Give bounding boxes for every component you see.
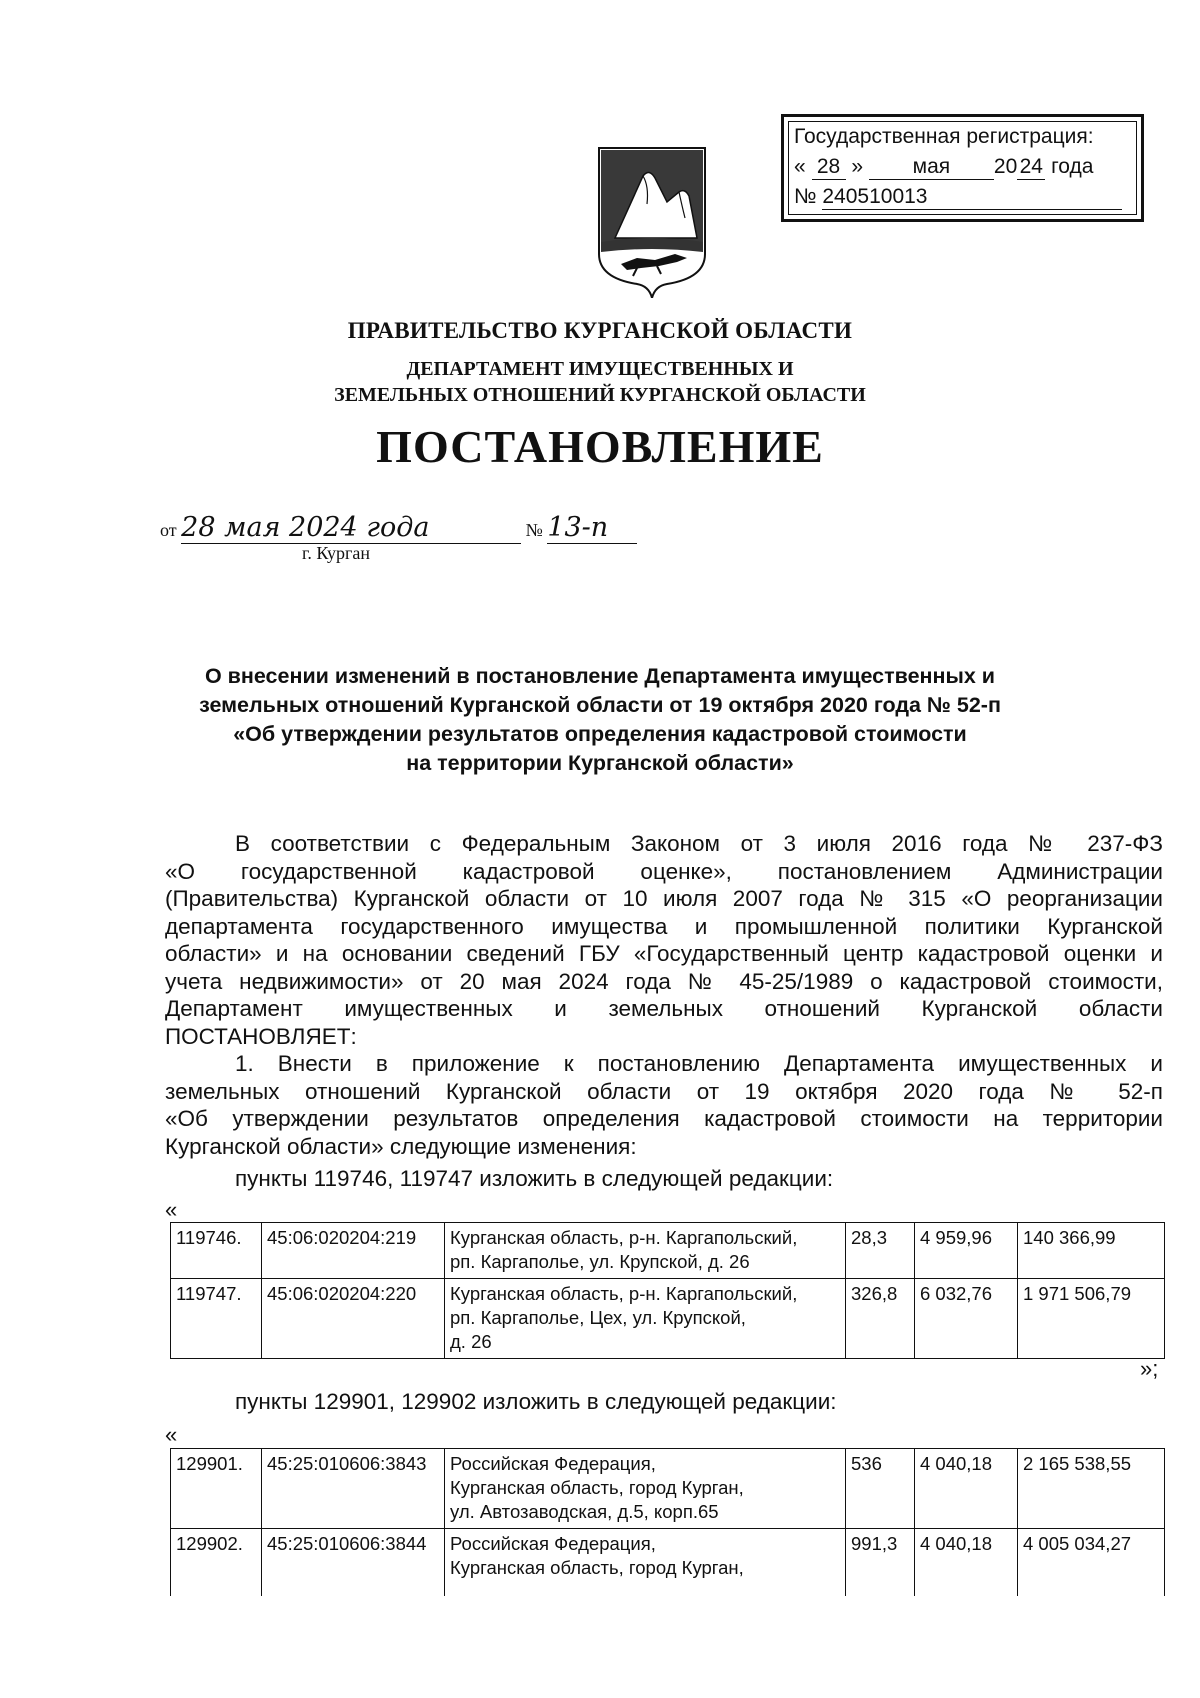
address-cell <box>445 1529 846 1597</box>
cadastral-number: 45:25:010606:3843 <box>262 1449 445 1529</box>
registration-stamp <box>781 114 1144 222</box>
address-cell <box>445 1223 846 1279</box>
address-line: ул. Автозаводская, д.5, корп.65 <box>450 1501 719 1522</box>
cadastral-value: 4 005 034,27 <box>1018 1529 1165 1597</box>
department-title-line1: ДЕПАРТАМЕНТ ИМУЩЕСТВЕННЫХ И <box>406 358 794 380</box>
registration-year-suffix: 24 <box>1017 155 1045 180</box>
date-number-line <box>160 512 637 544</box>
rate-value: 6 032,76 <box>915 1279 1018 1359</box>
address-line: Курганская область, р-н. Каргапольский, <box>450 1227 798 1248</box>
city-label: г. Курган <box>302 543 371 563</box>
registration-year-prefix: 20 <box>993 155 1018 178</box>
table-row <box>171 1449 1165 1529</box>
paragraph-line: учета недвижимости» от 20 мая 2024 года № 45-25/1989 о кадастровой стоимости, <box>165 968 1163 994</box>
registration-day: 28 <box>812 155 846 180</box>
paragraph-line: «О государственной кадастровой оценке», постановлением Администрации <box>165 858 1163 884</box>
registration-day-open: « <box>794 155 806 178</box>
address-line: рп. Каргаполье, Цех, ул. Крупской, <box>450 1307 746 1328</box>
paragraph-line: Департамент имущественных и земельных отношений Курганской области <box>165 996 1163 1021</box>
section1-open-quote: « <box>165 1197 178 1222</box>
subject-line: О внесении изменений в постановление Департамента имущественных и <box>204 664 996 688</box>
registration-title: Государственная регистрация: <box>794 125 1094 148</box>
paragraph-line: земельных отношений Курганской области от 19 октября 2020 года № 52-п <box>165 1078 1163 1104</box>
cadastral-value: 1 971 506,79 <box>1018 1279 1165 1359</box>
paragraph-line: Курганской области» следующие изменения: <box>165 1133 637 1159</box>
address-cell <box>445 1449 846 1529</box>
item1-paragraph <box>165 1050 1163 1160</box>
cadastral-table-1 <box>170 1222 1165 1359</box>
subject-line: на территории Курганской области» <box>406 751 794 775</box>
cadastral-number: 45:06:020204:219 <box>262 1223 445 1279</box>
rate-value: 4 959,96 <box>915 1223 1018 1279</box>
cadastral-number: 45:25:010606:3844 <box>262 1529 445 1597</box>
address-line: д. 26 <box>450 1331 492 1352</box>
department-title-line2: ЗЕМЕЛЬНЫХ ОТНОШЕНИЙ КУРГАНСКОЙ ОБЛАСТИ <box>334 384 866 406</box>
subject-line: земельных отношений Курганской области от 19 октября 2020 года № 52-п <box>199 693 1001 717</box>
row-number: 119747. <box>171 1279 262 1359</box>
area-value: 326,8 <box>846 1279 915 1359</box>
table-row <box>171 1279 1165 1359</box>
section1-close-quote: »; <box>1140 1356 1159 1381</box>
registration-number: 240510013 <box>822 185 1122 210</box>
area-value: 28,3 <box>846 1223 915 1279</box>
rate-value: 4 040,18 <box>915 1449 1018 1529</box>
cadastral-value: 2 165 538,55 <box>1018 1449 1165 1529</box>
table-row <box>171 1529 1165 1597</box>
cadastral-value: 140 366,99 <box>1018 1223 1165 1279</box>
registration-day-close: » <box>851 155 864 178</box>
address-line: Курганская область, р-н. Каргапольский, <box>450 1283 798 1304</box>
address-line: Российская Федерация, <box>450 1453 656 1474</box>
document-subject <box>170 662 1030 778</box>
section2-lead: пункты 129901, 129902 изложить в следующей редакции: <box>235 1389 837 1414</box>
address-line: Российская Федерация, <box>450 1533 656 1554</box>
number-handwritten: 13-п <box>547 512 637 544</box>
row-number: 119746. <box>171 1223 262 1279</box>
rate-value: 4 040,18 <box>915 1529 1018 1597</box>
subject-line: «Об утверждении результатов определения кадастровой стоимости <box>233 722 967 746</box>
coat-of-arms-emblem <box>597 146 707 298</box>
paragraph-line: 1. Внести в приложение к постановлению Департамента имущественных и <box>235 1051 1163 1076</box>
registration-number-label: № <box>794 185 817 208</box>
table-row <box>171 1223 1165 1279</box>
cadastral-number: 45:06:020204:220 <box>262 1279 445 1359</box>
paragraph-line: ПОСТАНОВЛЯЕТ: <box>165 1023 357 1049</box>
area-value: 991,3 <box>846 1529 915 1597</box>
document-type-title: ПОСТАНОВЛЕНИЕ <box>376 421 824 472</box>
date-handwritten: 28 мая 2024 года <box>181 512 521 544</box>
paragraph-line: «Об утверждении результатов определения кадастровой стоимости на территории <box>165 1106 1163 1131</box>
preamble-paragraph <box>165 830 1163 1050</box>
address-cell <box>445 1279 846 1359</box>
row-number: 129901. <box>171 1449 262 1529</box>
registration-month: мая <box>869 155 994 180</box>
cadastral-table-2 <box>170 1448 1165 1596</box>
address-line: Курганская область, город Курган, <box>450 1557 744 1578</box>
area-value: 536 <box>846 1449 915 1529</box>
paragraph-line: области» и на основании сведений ГБУ «Государственный центр кадастровой оценки и <box>165 941 1163 966</box>
row-number: 129902. <box>171 1529 262 1597</box>
section2-open-quote: « <box>165 1422 178 1447</box>
registration-year-word: года <box>1051 155 1094 178</box>
address-line: Курганская область, город Курган, <box>450 1477 744 1498</box>
address-line: рп. Каргаполье, ул. Крупской, д. 26 <box>450 1251 750 1272</box>
paragraph-line: В соответствии с Федеральным Законом от 3 июля 2016 года № 237-ФЗ <box>235 831 1163 856</box>
section1-lead: пункты 119746, 119747 изложить в следующей редакции: <box>235 1166 834 1191</box>
paragraph-line: департамента государственного имущества и промышленной политики Курганской <box>165 913 1163 939</box>
government-title: ПРАВИТЕЛЬСТВО КУРГАНСКОЙ ОБЛАСТИ <box>347 318 853 343</box>
number-label: № <box>525 520 543 540</box>
date-from-label: от <box>160 520 177 540</box>
paragraph-line: (Правительства) Курганской области от 10 июля 2007 года № 315 «О реорганизации <box>165 886 1163 911</box>
